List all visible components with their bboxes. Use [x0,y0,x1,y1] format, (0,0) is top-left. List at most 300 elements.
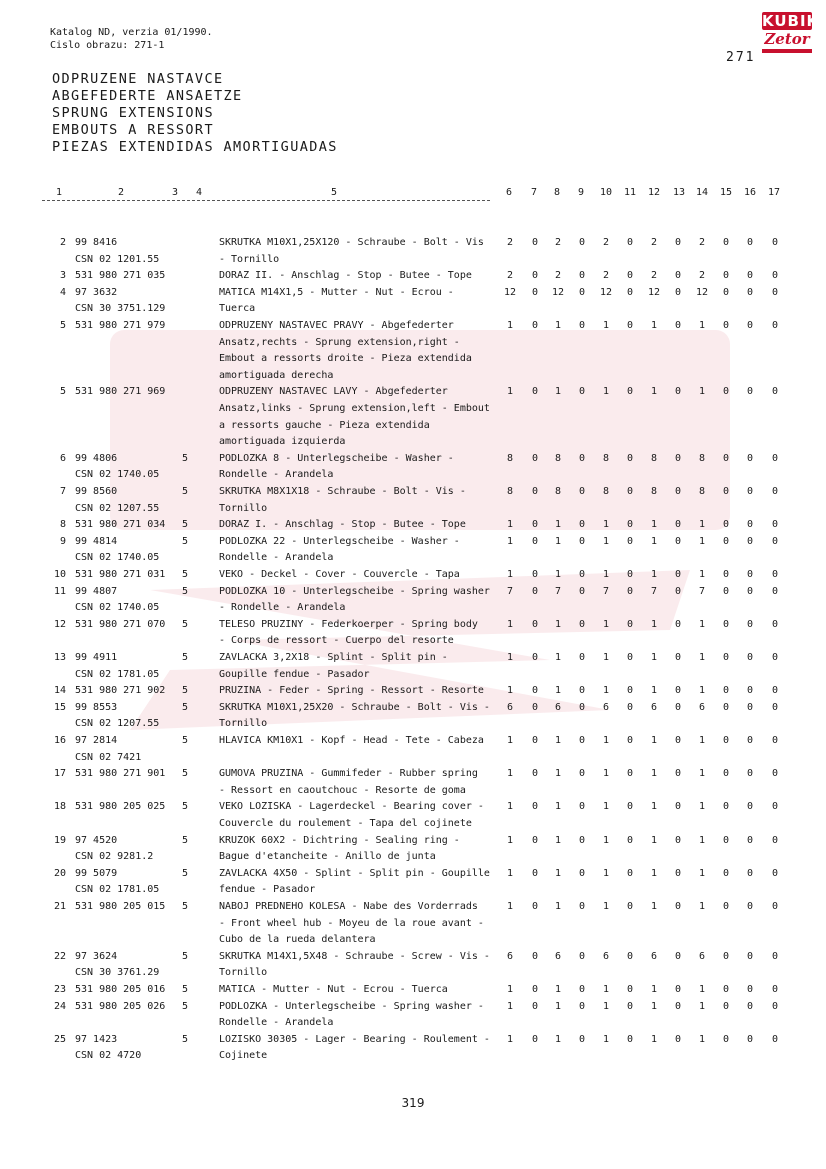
quantity-cell: 0 [626,618,634,630]
page-number: 319 [401,1096,425,1110]
quantity-cell: 0 [722,535,730,547]
quantity-cell: 1 [602,867,610,879]
quantity-cell: 7 [602,585,610,597]
quantity-cell: 0 [771,452,779,464]
part-description: Cubo de la rueda delantera [219,934,376,946]
part-description: NABOJ PREDNEHO KOLESA - Nabe des Vorderrads [219,901,478,912]
quantity-cell: 0 [746,867,754,879]
part-description: - Tornillo [219,253,280,265]
quantity-cell: 0 [771,984,779,995]
quantity-cell: 0 [626,286,634,298]
quantity-cell: 0 [578,320,586,331]
part-number: 531 980 271 035 [75,270,166,282]
quantity-cell: 2 [602,270,610,282]
part-description: ODPRUZENY NASTAVEC LAVY - Abgefederter [219,386,448,398]
quantity-cell: 1 [554,386,562,398]
quantity-cell: 0 [674,618,682,630]
quantity-cell: 1 [650,834,658,846]
quantity-cell: 2 [506,270,514,282]
quantity-cell: 0 [674,801,682,813]
part-number: 531 980 271 979 [75,320,166,331]
quantity-cell: 1 [506,984,514,995]
quantity-cell: 0 [578,535,586,547]
part-number: 531 980 271 902 [75,685,166,697]
part-description: Bague d'etancheite - Anillo de junta [219,851,436,863]
part-description: SKRUTKA M14X1,5X48 - Schraube - Screw - Vis - [219,950,490,962]
logo-zetor: Zetor [764,30,810,48]
quantity-cell: 0 [531,535,539,547]
header-rule [42,200,490,201]
part-number: 99 4911 [75,652,118,663]
quantity-cell: 0 [626,867,634,879]
group-code: 5 [182,768,189,780]
quantity-cell: 0 [674,652,682,663]
quantity-cell: 0 [722,768,730,780]
quantity-cell: 0 [531,834,539,846]
quantity-cell: 0 [674,1033,682,1045]
group-code: 5 [182,652,189,663]
quantity-cell: 0 [674,901,682,912]
quantity-cell: 0 [771,1000,779,1012]
quantity-cell: 0 [722,901,730,912]
quantity-cell: 1 [506,867,514,879]
quantity-cell: 1 [602,801,610,813]
quantity-cell: 0 [531,320,539,331]
column-header: 2 [118,187,125,198]
part-description: a ressorts gauche - Pieza extendida [219,419,430,431]
quantity-cell: 1 [506,1000,514,1012]
quantity-cell: 0 [531,618,539,630]
part-description: PODLOZKA - Unterlegscheibe - Spring washer - [219,1000,484,1012]
quantity-cell: 0 [578,237,586,248]
quantity-cell: 0 [722,652,730,663]
quantity-cell: 0 [674,867,682,879]
quantity-cell: 0 [674,569,682,580]
part-description: Rondelle - Arandela [219,469,334,481]
group-code: 5 [182,569,189,580]
quantity-cell: 0 [626,701,634,713]
quantity-cell: 0 [578,486,586,497]
quantity-cell: 0 [626,452,634,464]
quantity-cell: 1 [554,1033,562,1045]
quantity-cell: 0 [674,286,682,298]
part-number: CSN 02 1207.55 [75,718,160,730]
quantity-cell: 0 [771,685,779,697]
quantity-cell: 1 [554,901,562,912]
quantity-cell: 0 [771,901,779,912]
part-description: PODLOZKA 22 - Unterlegscheibe - Washer - [219,535,460,547]
quantity-cell: 1 [698,801,706,813]
heading-line: ABGEFEDERTE ANSAETZE [52,88,243,104]
quantity-cell: 0 [722,984,730,995]
quantity-cell: 7 [506,585,514,597]
quantity-cell: 0 [746,768,754,780]
quantity-cell: 1 [650,901,658,912]
quantity-cell: 0 [771,801,779,813]
quantity-cell: 1 [506,519,514,531]
position-number: 8 [59,519,66,531]
quantity-cell: 0 [746,685,754,697]
position-number: 15 [53,701,66,713]
position-number: 22 [53,950,66,962]
quantity-cell: 0 [578,735,586,746]
part-description: Tornillo [219,967,268,979]
quantity-cell: 0 [746,1000,754,1012]
quantity-cell: 0 [746,1033,754,1045]
part-description: GUMOVA PRUZINA - Gummifeder - Rubber spring [219,768,478,780]
part-description: Ansatz,links - Sprung extension,left - Embout [219,403,490,414]
quantity-cell: 1 [698,984,706,995]
quantity-cell: 12 [599,286,613,298]
part-number: CSN 30 3761.29 [75,967,160,979]
quantity-cell: 8 [506,452,514,464]
quantity-cell: 0 [531,950,539,962]
position-number: 9 [59,535,66,547]
quantity-cell: 0 [746,535,754,547]
position-number: 25 [53,1033,66,1045]
quantity-cell: 1 [506,901,514,912]
quantity-cell: 0 [771,386,779,398]
quantity-cell: 8 [698,452,706,464]
column-header: 9 [578,187,585,198]
quantity-cell: 0 [578,652,586,663]
quantity-cell: 0 [722,452,730,464]
quantity-cell: 1 [554,1000,562,1012]
quantity-cell: 0 [722,867,730,879]
quantity-cell: 8 [650,452,658,464]
quantity-cell: 1 [650,386,658,398]
part-description: ZAVLACKA 3,2X18 - Splint - Split pin - [219,652,448,663]
quantity-cell: 0 [626,320,634,331]
group-code: 5 [182,867,189,879]
quantity-cell: 0 [674,701,682,713]
part-number: CSN 02 1207.55 [75,502,160,514]
quantity-cell: 0 [674,452,682,464]
position-number: 5 [59,386,66,398]
quantity-cell: 1 [650,867,658,879]
quantity-cell: 0 [746,519,754,531]
quantity-cell: 0 [578,1033,586,1045]
quantity-cell: 1 [698,834,706,846]
part-number: 97 4520 [75,834,118,846]
part-number: 531 980 205 015 [75,901,166,912]
quantity-cell: 0 [626,585,634,597]
part-description: KRUZOK 60X2 - Dichtring - Sealing ring - [219,834,460,846]
quantity-cell: 1 [506,535,514,547]
quantity-cell: 8 [506,486,514,497]
quantity-cell: 1 [650,801,658,813]
quantity-cell: 0 [626,569,634,580]
position-number: 16 [53,735,66,746]
quantity-cell: 0 [771,950,779,962]
quantity-cell: 1 [650,519,658,531]
part-description: Ansatz,rechts - Sprung extension,right - [219,336,460,348]
part-description: HLAVICA KM10X1 - Kopf - Head - Tete - Cabeza [219,735,484,746]
quantity-cell: 1 [650,652,658,663]
position-number: 14 [53,685,66,697]
part-description: ODPRUZENY NASTAVEC PRAVY - Abgefederter [219,320,454,331]
quantity-cell: 6 [602,950,610,962]
group-code: 5 [182,984,189,995]
kubik-zetor-logo [762,12,820,53]
quantity-cell: 1 [554,984,562,995]
figure-number: Cislo obrazu: 271-1 [50,40,165,51]
quantity-cell: 0 [531,286,539,298]
quantity-cell: 6 [554,701,562,713]
part-description: MATICA - Mutter - Nut - Ecrou - Tuerca [219,984,448,995]
group-code: 5 [182,585,189,597]
group-code: 5 [182,901,189,912]
quantity-cell: 1 [650,618,658,630]
quantity-cell: 0 [722,618,730,630]
part-description: DORAZ I. - Anschlag - Stop - Butee - Tope [219,519,466,531]
quantity-cell: 0 [674,320,682,331]
quantity-cell: 1 [698,1033,706,1045]
position-number: 21 [53,901,66,912]
quantity-cell: 0 [531,486,539,497]
quantity-cell: 1 [554,519,562,531]
quantity-cell: 1 [698,768,706,780]
part-number: CSN 30 3751.129 [75,303,166,315]
part-description: Couvercle du roulement - Tapa del cojinete [219,818,472,829]
quantity-cell: 0 [771,270,779,282]
part-number: 531 980 205 016 [75,984,166,995]
quantity-cell: 1 [602,1033,610,1045]
quantity-cell: 6 [602,701,610,713]
part-number: 97 1423 [75,1033,118,1045]
quantity-cell: 0 [746,237,754,248]
quantity-cell: 1 [698,652,706,663]
part-number: 99 5079 [75,867,118,879]
part-number: CSN 02 1201.55 [75,253,160,265]
part-description: VEKO - Deckel - Cover - Couvercle - Tapa [219,569,460,580]
quantity-cell: 8 [554,452,562,464]
part-description: amortiguada derecha [219,369,334,381]
part-number: 531 980 205 026 [75,1000,166,1012]
part-number: 97 2814 [75,735,118,746]
part-number: 531 980 271 969 [75,386,166,398]
quantity-cell: 1 [650,569,658,580]
quantity-cell: 0 [771,286,779,298]
quantity-cell: 0 [746,618,754,630]
quantity-cell: 0 [674,486,682,497]
group-code: 5 [182,701,189,713]
quantity-cell: 0 [531,768,539,780]
position-number: 4 [59,286,66,298]
quantity-cell: 0 [578,452,586,464]
part-number: CSN 02 4720 [75,1050,142,1062]
column-header: 8 [554,187,561,198]
quantity-cell: 0 [531,701,539,713]
quantity-cell: 0 [531,270,539,282]
part-number: 531 980 271 901 [75,768,166,780]
group-code: 5 [182,735,189,746]
part-number: 97 3632 [75,286,118,298]
quantity-cell: 1 [650,320,658,331]
quantity-cell: 0 [722,237,730,248]
quantity-cell: 0 [722,386,730,398]
quantity-cell: 6 [554,950,562,962]
quantity-cell: 1 [650,535,658,547]
quantity-cell: 0 [578,901,586,912]
quantity-cell: 1 [602,1000,610,1012]
quantity-cell: 0 [626,735,634,746]
quantity-cell: 0 [578,386,586,398]
quantity-cell: 0 [771,735,779,746]
part-description: PODLOZKA 10 - Unterlegscheibe - Spring washer [219,585,490,597]
quantity-cell: 1 [650,1033,658,1045]
quantity-cell: 0 [578,701,586,713]
position-number: 24 [53,1000,66,1012]
quantity-cell: 0 [531,237,539,248]
column-header: 16 [744,187,757,198]
quantity-cell: 0 [722,486,730,497]
quantity-cell: 8 [554,486,562,497]
quantity-cell: 0 [578,950,586,962]
quantity-cell: 6 [698,950,706,962]
quantity-cell: 0 [722,270,730,282]
quantity-cell: 0 [722,685,730,697]
quantity-cell: 0 [578,1000,586,1012]
position-number: 3 [59,270,66,282]
part-description: Rondelle - Arandela [219,1017,334,1029]
quantity-cell: 1 [602,519,610,531]
part-description: Embout a ressorts droite - Pieza extendida [219,353,472,365]
column-header: 12 [648,187,661,198]
quantity-cell: 0 [746,320,754,331]
group-code: 5 [182,1000,189,1012]
quantity-cell: 12 [695,286,709,298]
quantity-cell: 0 [626,984,634,995]
quantity-cell: 0 [531,519,539,531]
part-number: 531 980 205 025 [75,801,166,813]
quantity-cell: 1 [602,535,610,547]
part-number: CSN 02 9281.2 [75,851,154,863]
quantity-cell: 0 [722,834,730,846]
part-description: PODLOZKA 8 - Unterlegscheibe - Washer - [219,452,454,464]
quantity-cell: 0 [578,801,586,813]
heading-line: EMBOUTS A RESSORT [52,122,214,138]
quantity-cell: 0 [578,834,586,846]
quantity-cell: 0 [771,486,779,497]
quantity-cell: 0 [674,950,682,962]
quantity-cell: 1 [554,652,562,663]
quantity-cell: 0 [746,801,754,813]
group-code: 5 [182,950,189,962]
quantity-cell: 0 [674,685,682,697]
quantity-cell: 1 [554,320,562,331]
quantity-cell: 1 [650,685,658,697]
quantity-cell: 0 [531,801,539,813]
position-number: 6 [59,452,66,464]
quantity-cell: 0 [674,834,682,846]
quantity-cell: 1 [506,1033,514,1045]
quantity-cell: 1 [554,768,562,780]
quantity-cell: 0 [578,618,586,630]
part-description: Tornillo [219,718,268,730]
part-description: - Front wheel hub - Moyeu de la roue avant - [219,917,484,929]
heading-line: SPRUNG EXTENSIONS [52,105,214,121]
quantity-cell: 1 [698,1000,706,1012]
quantity-cell: 1 [698,618,706,630]
part-number: 531 980 271 034 [75,519,166,531]
part-description: SKRUTKA M8X1X18 - Schraube - Bolt - Vis - [219,486,466,497]
quantity-cell: 0 [626,901,634,912]
quantity-cell: 2 [650,270,658,282]
quantity-cell: 0 [531,1033,539,1045]
group-code: 5 [182,618,189,630]
quantity-cell: 1 [602,834,610,846]
quantity-cell: 0 [746,286,754,298]
quantity-cell: 0 [531,735,539,746]
quantity-cell: 0 [722,735,730,746]
quantity-cell: 8 [602,486,610,497]
group-code: 5 [182,452,189,464]
quantity-cell: 1 [650,735,658,746]
quantity-cell: 0 [746,452,754,464]
part-number: CSN 02 1740.05 [75,469,160,481]
quantity-cell: 0 [771,867,779,879]
quantity-cell: 0 [722,569,730,580]
quantity-cell: 1 [602,984,610,995]
quantity-cell: 0 [626,1033,634,1045]
quantity-cell: 0 [771,535,779,547]
part-number: CSN 02 1781.05 [75,884,160,896]
group-code: 5 [182,801,189,813]
position-number: 17 [53,768,66,780]
quantity-cell: 0 [722,320,730,331]
quantity-cell: 7 [698,585,706,597]
quantity-cell: 0 [674,984,682,995]
quantity-cell: 0 [531,1000,539,1012]
quantity-cell: 1 [554,867,562,879]
quantity-cell: 0 [722,585,730,597]
quantity-cell: 0 [771,519,779,531]
quantity-cell: 12 [503,286,517,298]
quantity-cell: 1 [602,901,610,912]
quantity-cell: 1 [506,652,514,663]
quantity-cell: 7 [650,585,658,597]
position-number: 12 [53,618,66,630]
quantity-cell: 1 [554,801,562,813]
heading-line: ODPRUZENE NASTAVCE [52,71,224,87]
quantity-cell: 1 [602,320,610,331]
quantity-cell: 0 [674,735,682,746]
quantity-cell: 0 [674,1000,682,1012]
quantity-cell: 0 [722,950,730,962]
quantity-cell: 0 [746,735,754,746]
quantity-cell: 0 [626,768,634,780]
quantity-cell: 1 [602,768,610,780]
column-header: 5 [331,187,338,198]
quantity-cell: 0 [626,834,634,846]
quantity-cell: 0 [531,984,539,995]
part-description: Goupille fendue - Pasador [219,668,370,680]
quantity-cell: 0 [626,237,634,248]
quantity-cell: 8 [698,486,706,497]
quantity-cell: 0 [578,867,586,879]
part-description: DORAZ II. - Anschlag - Stop - Butee - Tope [219,270,472,282]
quantity-cell: 0 [626,270,634,282]
part-description: Tuerca [219,303,256,315]
quantity-cell: 0 [674,585,682,597]
quantity-cell: 0 [771,768,779,780]
quantity-cell: 0 [578,286,586,298]
position-number: 19 [53,834,66,846]
part-number: 531 980 271 070 [75,618,166,630]
part-description: MATICA M14X1,5 - Mutter - Nut - Ecrou - [219,286,454,298]
position-number: 18 [53,801,66,813]
